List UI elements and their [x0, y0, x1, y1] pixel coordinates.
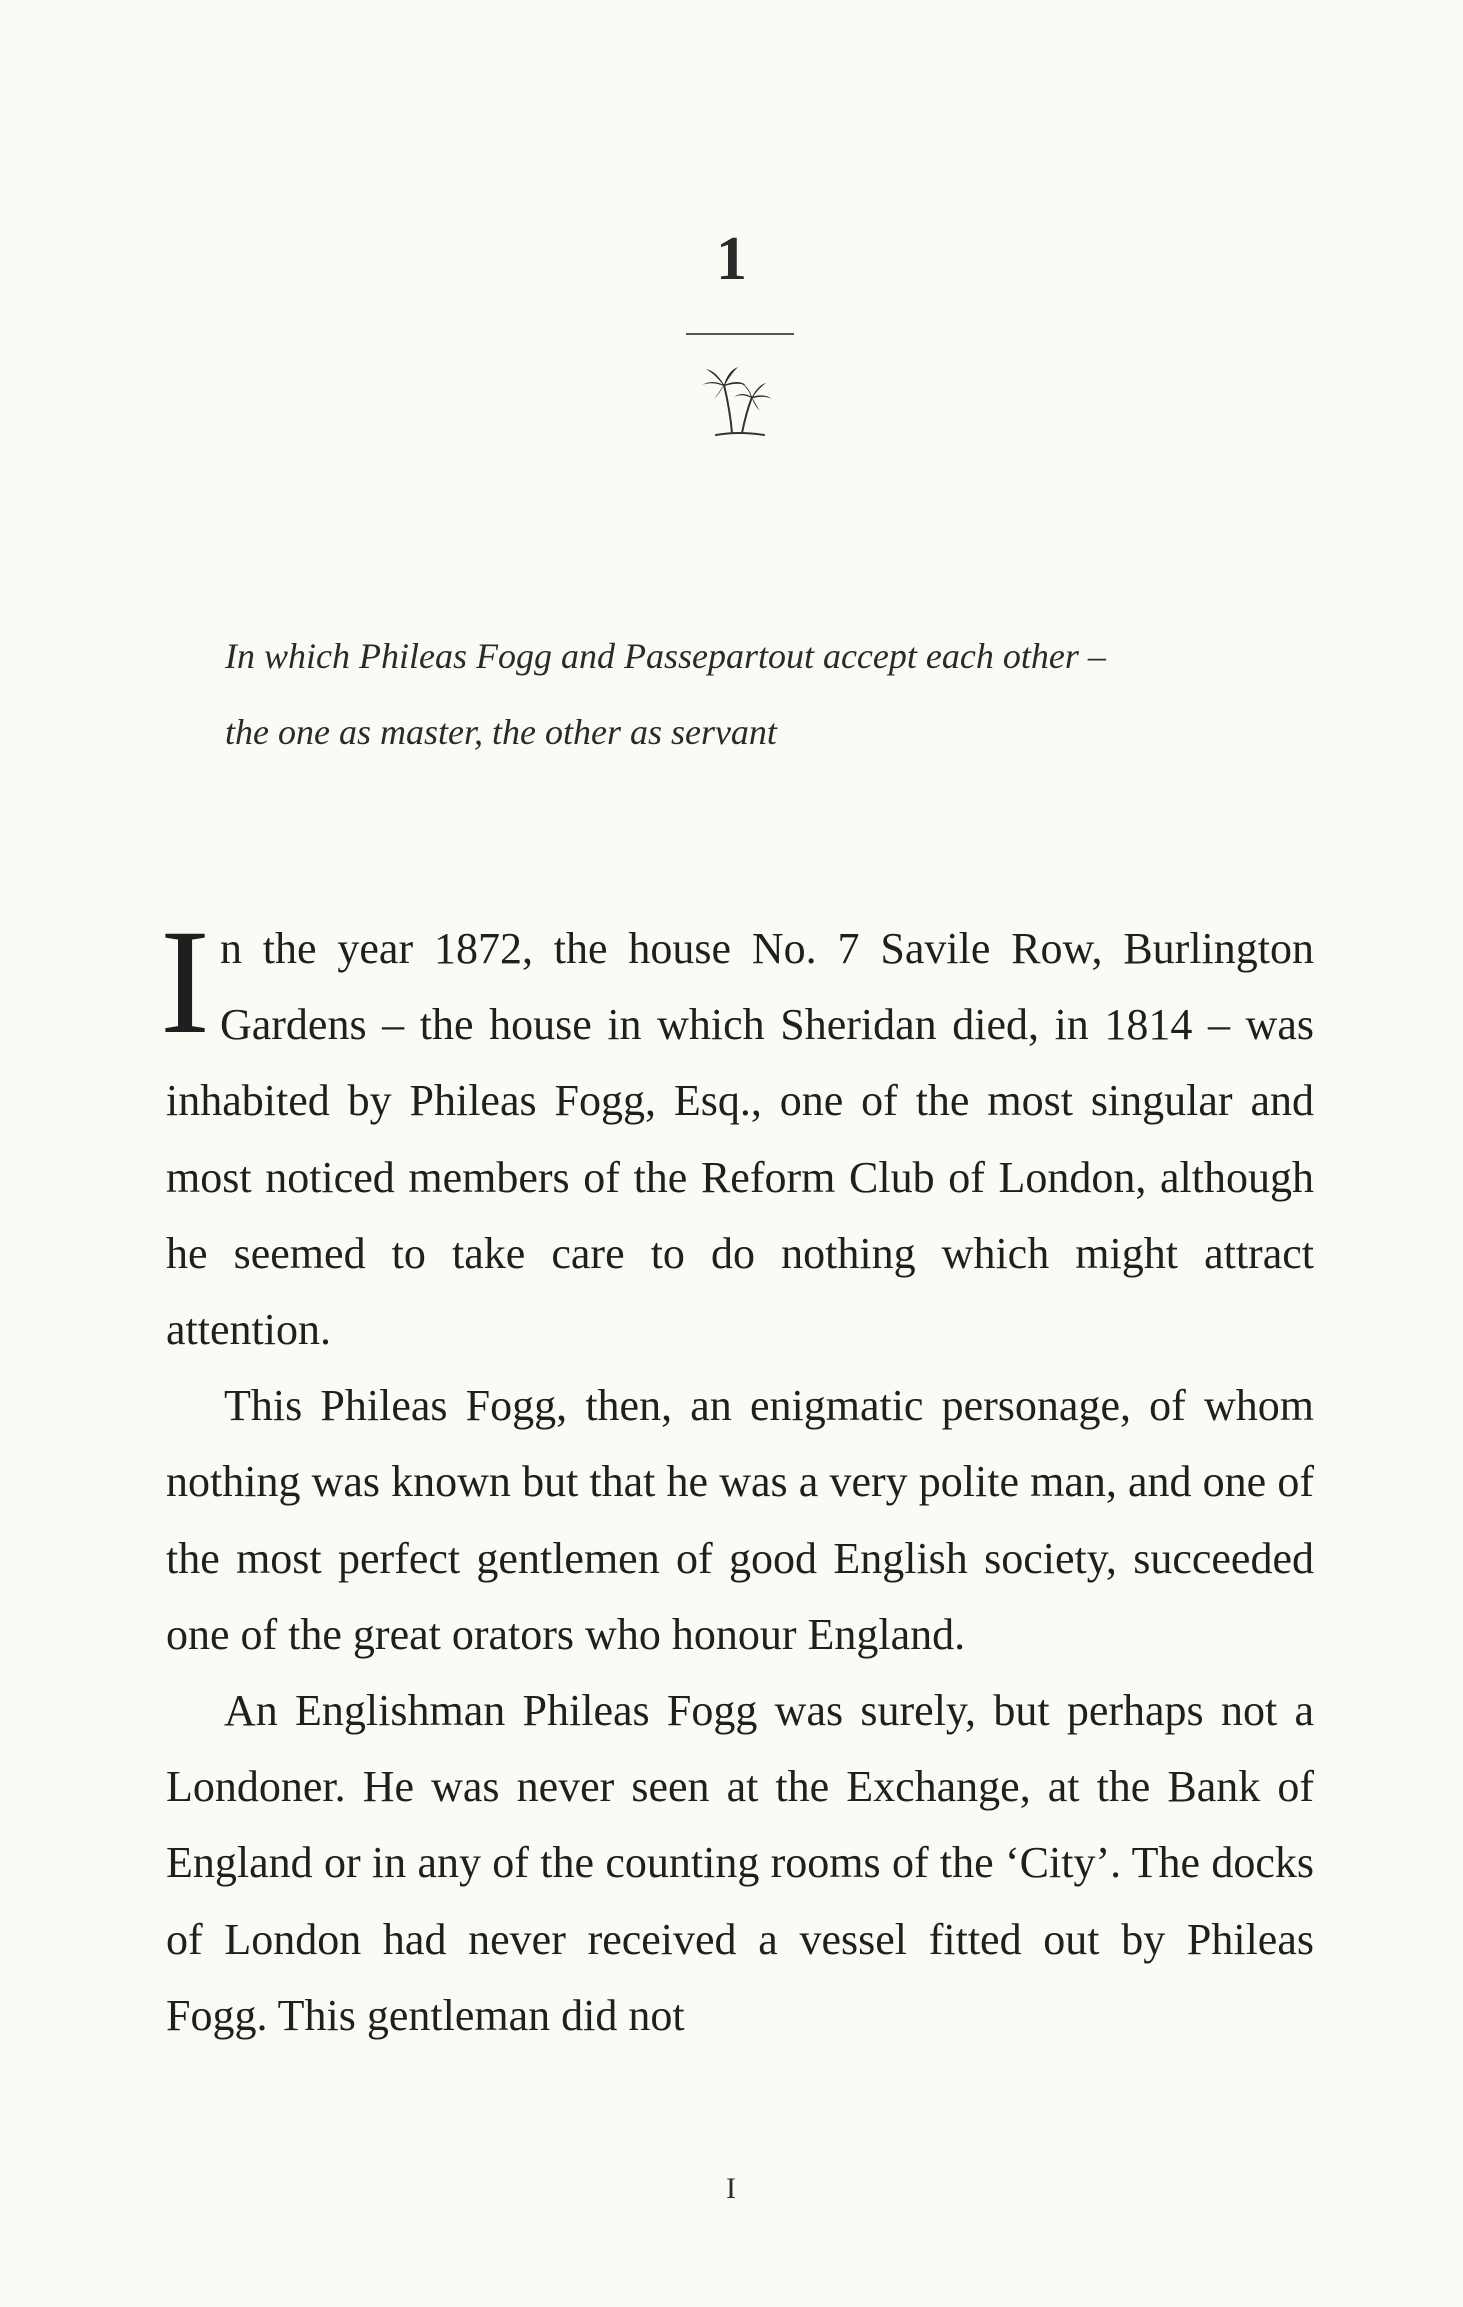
page-number: I — [726, 2172, 737, 2205]
drop-cap: I — [160, 899, 210, 1065]
chapter-body-text — [160, 899, 1314, 2054]
palm-tree-icon — [694, 355, 784, 445]
chapter-subtitle-line-2: the one as master, the other as servant — [225, 712, 777, 752]
paragraph-1 — [160, 899, 1314, 1368]
chapter-divider-rule — [686, 333, 794, 335]
chapter-subtitle — [225, 618, 1325, 770]
paragraph-1-text: n the year 1872, the house No. 7 Savile Row, Burlington Gardens – the house in which Sheridan died, in 1814 – was inhabited by Phileas Fogg, Esq., one of the most singular and most noticed members of the Reform Club of London, although he seemed to take care to do nothing which might attract attention. — [166, 924, 1314, 1355]
chapter-subtitle-line-1: In which Phileas Fogg and Passepartout accept each other – — [225, 636, 1106, 676]
paragraph-2: This Phileas Fogg, then, an enigmatic personage, of whom nothing was known but that he was a very polite man, and one of the most perfect gentlemen of good English society, succeeded one of the great orators who honour England. — [166, 1381, 1314, 1659]
chapter-number: 1 — [716, 225, 747, 293]
paragraph-3: An Englishman Phileas Fogg was surely, but perhaps not a Londoner. He was never seen at the Exchange, at the Bank of England or in any of the counting rooms of the ‘City’. The docks of London had never received a vessel fitted out by Phileas Fogg. This gentleman did not — [166, 1686, 1314, 2040]
